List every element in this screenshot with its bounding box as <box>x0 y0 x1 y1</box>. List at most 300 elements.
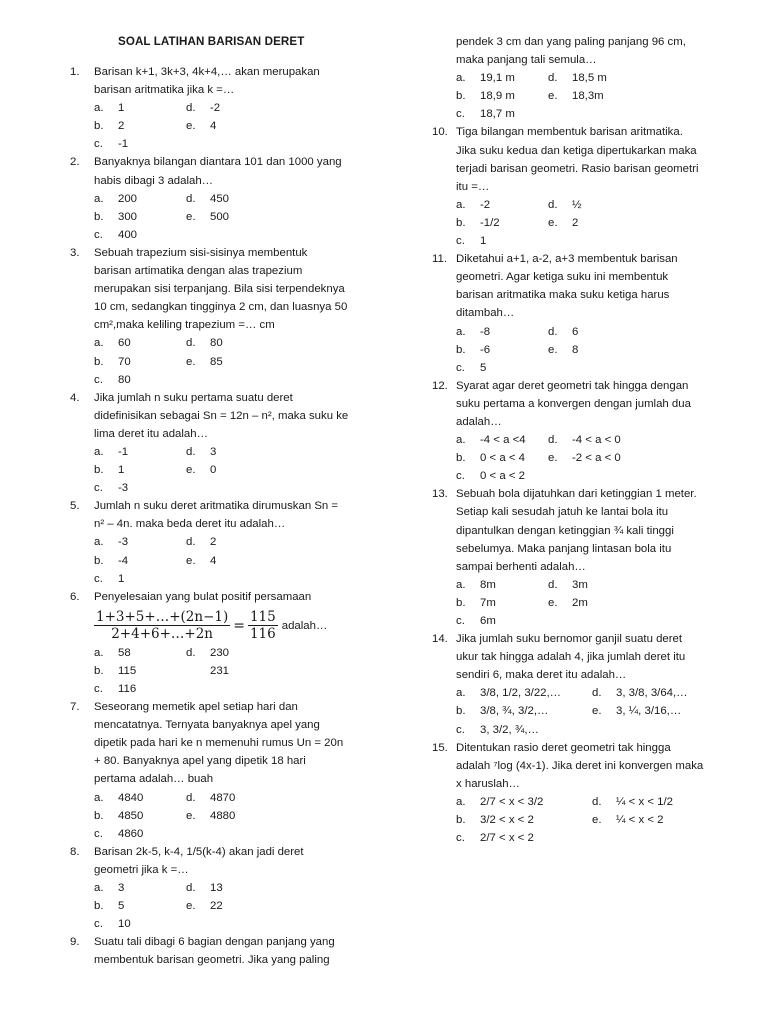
option-value: 3/8, ¾, 3/2,… <box>480 705 549 718</box>
option-label: b. <box>456 343 466 356</box>
option-row <box>456 793 728 811</box>
option <box>94 99 186 117</box>
question-text-line: sendiri 6, maka deret itu adalah… <box>456 669 627 682</box>
question-text-line: Sebuah bola dijatuhkan dari ketinggian 1 meter. <box>456 488 697 501</box>
question-text-line: dipantulkan dengan ketinggian ¾ kali tinggi <box>456 524 674 537</box>
option-value: -2 <box>480 198 491 211</box>
option-row <box>456 594 728 612</box>
option <box>186 533 278 551</box>
option-label: a. <box>456 687 466 700</box>
option-label: b. <box>94 120 104 133</box>
question-text-line: adalah… <box>456 415 502 428</box>
option-row <box>94 789 370 807</box>
question-text-line: merupakan sisi terpanjang. Bila sisi terpendeknya <box>94 283 345 296</box>
option-value: 1 <box>118 102 125 115</box>
option-label: c. <box>94 918 103 931</box>
option-row <box>94 644 370 662</box>
fraction-equation <box>94 608 370 644</box>
question-text-line: suku pertama a konvergen dengan jumlah dua <box>456 397 691 410</box>
option-label: c. <box>456 723 465 736</box>
question-text-line: geometri jika k =… <box>94 863 189 876</box>
option <box>456 811 592 829</box>
option <box>548 69 640 87</box>
option <box>548 431 640 449</box>
option-label: c. <box>456 235 465 248</box>
question-item <box>70 389 370 498</box>
option-label: b. <box>456 452 466 465</box>
option <box>548 449 640 467</box>
option <box>94 789 186 807</box>
option-value: 80 <box>210 337 223 350</box>
page-title: SOAL LATIHAN BARISAN DERET <box>118 35 305 48</box>
option-row <box>94 662 370 680</box>
option-label: d. <box>592 795 602 808</box>
option-label: b. <box>94 355 104 368</box>
question-text-line: geometri. Agar ketiga suku ini membentuk <box>456 271 669 284</box>
option-row <box>456 612 728 630</box>
option-value: -4 < a < 0 <box>572 434 621 447</box>
option <box>456 232 548 250</box>
option-row <box>456 232 728 250</box>
option-value: 3, 3/8, 3/64,… <box>616 687 688 700</box>
option-label: b. <box>94 900 104 913</box>
option-value: 3/2 < x < 2 <box>480 814 534 827</box>
option <box>456 214 548 232</box>
question-number: 3. <box>70 246 80 259</box>
question-text-line: n² – 4n. maka beda deret itu adalah… <box>94 518 286 531</box>
option-value: 116 <box>118 683 137 695</box>
option <box>94 334 186 352</box>
option-label: e. <box>186 120 196 133</box>
option <box>94 226 186 244</box>
question-text-line: Syarat agar deret geometri tak hingga dengan <box>456 379 689 392</box>
option <box>186 662 278 680</box>
question-text-line: Penyelesaian yang bulat positif persamaan <box>94 590 312 603</box>
option-label: d. <box>186 445 196 458</box>
question-text-line: membentuk barisan geometri. Jika yang paling <box>94 954 330 967</box>
option-row <box>94 479 370 497</box>
question-text-line: Setiap kali sesudah jatuh ke lantai bola itu <box>456 506 669 519</box>
question-text-line: cm²,maka keliling trapezium =… cm <box>94 319 275 332</box>
option-value: 18,7 m <box>480 108 515 121</box>
option <box>94 897 186 915</box>
question-number: 13. <box>432 488 448 501</box>
question-text-line: ukur tak hingga adalah 4, jika jumlah deret itu <box>456 651 686 664</box>
option-value: 7m <box>480 596 496 609</box>
option-row <box>94 461 370 479</box>
option-row <box>94 226 370 244</box>
option-label: e. <box>186 464 196 477</box>
question-text-line: Seseorang memetik apel setiap hari dan <box>94 701 298 714</box>
option <box>186 117 278 135</box>
option-label: b. <box>94 464 104 477</box>
option <box>456 87 548 105</box>
option-value: 1 <box>118 572 125 585</box>
option-row <box>94 533 370 551</box>
option-row <box>456 576 728 594</box>
option <box>456 793 592 811</box>
option-label: b. <box>456 216 466 229</box>
question-text-line: terjadi barisan geometri. Rasio barisan geometri <box>456 162 699 175</box>
option <box>186 99 278 117</box>
option-row <box>94 371 370 389</box>
option <box>94 461 186 479</box>
option <box>592 793 728 811</box>
option-label: d. <box>186 102 196 115</box>
option-label: c. <box>94 138 103 151</box>
question-item <box>70 63 370 153</box>
option-value: -8 <box>480 325 491 338</box>
option-row <box>456 829 728 847</box>
option-value: 2/7 < x < 3/2 <box>480 795 544 808</box>
option-value: 1 <box>480 235 487 248</box>
option-row <box>94 190 370 208</box>
option-value: 13 <box>210 882 223 895</box>
question-text-line: x haruslah… <box>456 777 520 790</box>
option-value: -2 < a < 0 <box>572 452 621 465</box>
option-value: 4840 <box>118 791 144 804</box>
right-column <box>432 33 728 847</box>
question-item <box>70 244 370 389</box>
option <box>456 594 548 612</box>
question-number: 1. <box>70 66 80 78</box>
option-label: a. <box>94 445 104 458</box>
option <box>456 449 548 467</box>
option-row <box>456 341 728 359</box>
option-label: e. <box>548 216 558 229</box>
option-value: 450 <box>210 192 230 205</box>
option-value: -4 <box>118 554 129 567</box>
option-row <box>94 99 370 117</box>
option-value: 3 <box>118 882 125 895</box>
question-text-line: Jika suku kedua dan ketiga dipertukarkan maka <box>456 144 697 157</box>
option-row <box>456 214 728 232</box>
option-value: 230 <box>210 646 230 659</box>
option-value: 4 <box>210 554 217 567</box>
option-value: 2/7 < x < 2 <box>480 832 534 845</box>
option-value: 5 <box>480 361 487 374</box>
question-item <box>432 33 728 123</box>
option-label: c. <box>456 615 465 627</box>
option-row <box>94 552 370 570</box>
option <box>548 214 640 232</box>
question-item <box>70 588 370 698</box>
option-label: b. <box>94 210 104 223</box>
question-text-line: habis dibagi 3 adalah… <box>94 174 214 187</box>
question-text-line: pertama adalah… buah <box>94 773 214 786</box>
option-label: b. <box>456 90 466 103</box>
option <box>94 208 186 226</box>
option <box>456 341 548 359</box>
option-value: 2 <box>572 216 579 229</box>
question-number: 15. <box>432 741 448 754</box>
option-label: b. <box>456 705 466 718</box>
option-value: 18,3m <box>572 90 604 103</box>
option-value: 4880 <box>210 809 236 822</box>
option <box>456 69 548 87</box>
option <box>456 105 548 123</box>
question-text-line: Suatu tali dibagi 6 bagian dengan panjang yang <box>94 936 335 949</box>
option-label: d. <box>186 791 196 804</box>
option-label <box>186 662 210 680</box>
option <box>456 829 598 847</box>
question-text-line: dipetik pada hari ke n memenuhi rumus Un = 20n <box>94 737 344 750</box>
option-label: e. <box>186 900 196 913</box>
option-row <box>94 353 370 371</box>
option-label: c. <box>94 373 103 386</box>
question-text-line: ditambah… <box>456 307 515 320</box>
option-value: 115 <box>118 664 137 677</box>
option-row <box>94 879 370 897</box>
option-row <box>94 897 370 915</box>
fraction-denominator: 2+4+6+…+2n <box>111 626 214 643</box>
option <box>548 576 640 594</box>
option <box>94 117 186 135</box>
option-row <box>456 105 728 123</box>
question-item <box>70 698 370 843</box>
option <box>94 190 186 208</box>
question-text-line: Barisan k+1, 3k+3, 4k+4,… akan merupakan <box>94 66 320 78</box>
question-item <box>70 153 370 243</box>
option-label: a. <box>94 337 104 350</box>
option-label: a. <box>456 795 466 808</box>
option-label: e. <box>186 355 196 368</box>
option-value: 80 <box>118 373 131 386</box>
option <box>186 552 278 570</box>
fraction-denominator: 116 <box>249 626 276 643</box>
option-value: 2 <box>118 120 125 133</box>
option <box>548 87 640 105</box>
option-value: 4 <box>210 120 217 133</box>
option-label: a. <box>456 198 466 211</box>
option <box>456 684 592 702</box>
option-value: 1 <box>118 464 125 477</box>
fraction-numerator: 115 <box>249 609 276 626</box>
question-number: 6. <box>70 590 80 603</box>
option-value: 6m <box>480 615 496 627</box>
option-label: c. <box>94 572 103 585</box>
option-value: 0 < a < 2 <box>480 470 525 483</box>
option <box>94 807 186 825</box>
option <box>94 533 186 551</box>
fraction-right <box>248 609 278 642</box>
option-value: 2 <box>210 536 217 549</box>
option <box>186 461 278 479</box>
option-value: 400 <box>118 228 138 241</box>
option-label: e. <box>548 452 558 465</box>
question-item <box>432 377 728 486</box>
option-label: d. <box>186 536 196 549</box>
question-text-line: Jumlah n suku deret aritmatika dirumuskan Sn = <box>94 500 339 513</box>
question-text-line: barisan artimatika dengan alas trapezium <box>94 265 303 278</box>
option-value: 4850 <box>118 809 144 822</box>
question-text-line: Jika jumlah n suku pertama suatu deret <box>94 391 293 404</box>
option-value: 4860 <box>118 827 144 840</box>
option-label: a. <box>456 578 466 591</box>
question-text-line: Barisan 2k-5, k-4, 1/5(k-4) akan jadi deret <box>94 845 304 858</box>
option <box>456 431 548 449</box>
option-value: 3/8, 1/2, 3/22,… <box>480 687 562 700</box>
option-value: ½ <box>572 198 582 211</box>
option-value: 18,9 m <box>480 90 515 103</box>
option-label: e. <box>592 814 602 827</box>
option <box>94 644 186 662</box>
option <box>94 552 186 570</box>
option-label: c. <box>456 108 465 121</box>
option <box>186 789 278 807</box>
option <box>186 190 278 208</box>
option-label: c. <box>94 482 103 495</box>
option-value: 500 <box>210 210 230 223</box>
option-label: a. <box>456 325 466 338</box>
option-row <box>456 684 728 702</box>
equals-sign: = <box>233 617 245 634</box>
question-text-line: Banyaknya bilangan diantara 101 dan 1000 yang <box>94 156 342 169</box>
option-row <box>94 443 370 461</box>
option <box>94 353 186 371</box>
option-value: 8 <box>572 343 579 356</box>
option-value: 70 <box>118 355 131 368</box>
question-number: 7. <box>70 701 80 714</box>
option <box>456 702 592 720</box>
option <box>548 594 640 612</box>
question-text-line: itu =… <box>456 180 490 193</box>
option <box>94 570 186 588</box>
option-label: e. <box>548 596 558 609</box>
question-text-line: lima deret itu adalah… <box>94 427 208 440</box>
option-label: d. <box>186 337 196 350</box>
option-row <box>94 570 370 588</box>
option <box>94 915 186 933</box>
option-label: a. <box>94 102 104 115</box>
option-row <box>456 702 728 720</box>
option-label: d. <box>548 198 558 211</box>
option <box>592 684 728 702</box>
option-label: b. <box>456 596 466 609</box>
option-label: d. <box>548 434 558 447</box>
question-item <box>432 123 728 250</box>
option-row <box>456 467 728 485</box>
option-row <box>456 431 728 449</box>
option <box>548 323 640 341</box>
option-value: 19,1 m <box>480 72 515 85</box>
option-label: e. <box>548 90 558 103</box>
option-row <box>94 334 370 352</box>
question-text-line: sampai berhenti adalah… <box>456 560 586 573</box>
option <box>186 353 278 371</box>
option <box>94 443 186 461</box>
option <box>456 196 548 214</box>
option-label: d. <box>186 646 196 659</box>
option-row <box>456 87 728 105</box>
option-row <box>456 359 728 377</box>
option <box>186 334 278 352</box>
option-label: d. <box>186 882 196 895</box>
question-text-line: mencatatnya. Ternyata banyaknya apel yang <box>94 719 320 732</box>
option <box>456 359 548 377</box>
question-text-line: Ditentukan rasio deret geometri tak hingga <box>456 741 671 754</box>
option <box>592 811 728 829</box>
option-label: b. <box>94 554 104 567</box>
option <box>186 897 278 915</box>
question-number: 4. <box>70 391 80 404</box>
option-value: -1/2 <box>480 216 500 229</box>
option-label: c. <box>456 832 465 845</box>
question-item <box>432 630 728 739</box>
option-row <box>94 680 370 698</box>
option-label: a. <box>456 72 466 85</box>
option-label: a. <box>456 434 466 447</box>
option-label: a. <box>94 536 104 549</box>
option-value: 8m <box>480 578 496 591</box>
option-value: -6 <box>480 343 491 356</box>
question-item <box>432 250 728 377</box>
question-text-line: Diketahui a+1, a-2, a+3 membentuk barisan <box>456 253 678 266</box>
question-item <box>70 933 370 969</box>
question-number: 5. <box>70 500 80 513</box>
option <box>456 576 548 594</box>
option-row <box>94 915 370 933</box>
option-label: b. <box>94 664 104 677</box>
option <box>94 879 186 897</box>
option-row <box>456 69 728 87</box>
option-value: 5 <box>118 900 125 913</box>
question-text-line: Jika jumlah suku bernomor ganjil suatu deret <box>456 633 683 646</box>
option <box>456 467 548 485</box>
fraction-numerator: 1+3+5+…+(2n−1) <box>96 609 229 626</box>
option-value: 6 <box>572 325 579 338</box>
question-number: 14. <box>432 633 448 646</box>
option-row <box>94 117 370 135</box>
option <box>186 644 278 662</box>
option <box>94 825 186 843</box>
option-row <box>94 825 370 843</box>
option-label: d. <box>592 687 602 700</box>
option-value: 4870 <box>210 791 236 804</box>
option-label: e. <box>186 210 196 223</box>
option-label: c. <box>94 228 103 241</box>
option-row <box>456 323 728 341</box>
option <box>456 721 598 739</box>
option-value: 3, ¼, 3/16,… <box>616 705 682 718</box>
question-item <box>70 497 370 587</box>
option-label: e. <box>186 554 196 567</box>
option <box>186 879 278 897</box>
option-value: ¼ < x < 1/2 <box>616 795 673 808</box>
option-label: e. <box>186 809 196 822</box>
option <box>548 341 640 359</box>
option-label: d. <box>548 325 558 338</box>
option-value: ¼ < x < 2 <box>616 814 664 827</box>
option-row <box>456 196 728 214</box>
option-label: d. <box>186 192 196 205</box>
option-value: -1 <box>118 138 129 151</box>
option-value: -1 <box>118 445 129 458</box>
question-number: 11. <box>432 253 447 266</box>
option <box>94 680 186 698</box>
option-value: 231 <box>210 664 230 677</box>
option <box>186 208 278 226</box>
option <box>456 612 548 630</box>
question-text-line: 10 cm, sedangkan tingginya 2 cm, dan luasnya 50 <box>94 301 348 314</box>
question-item <box>70 843 370 933</box>
option-label: b. <box>456 814 466 827</box>
fraction-left <box>94 609 230 642</box>
option-value: -2 <box>210 102 221 115</box>
option-value: 3m <box>572 578 588 591</box>
option-row <box>456 449 728 467</box>
option-value: 18,5 m <box>572 72 607 85</box>
